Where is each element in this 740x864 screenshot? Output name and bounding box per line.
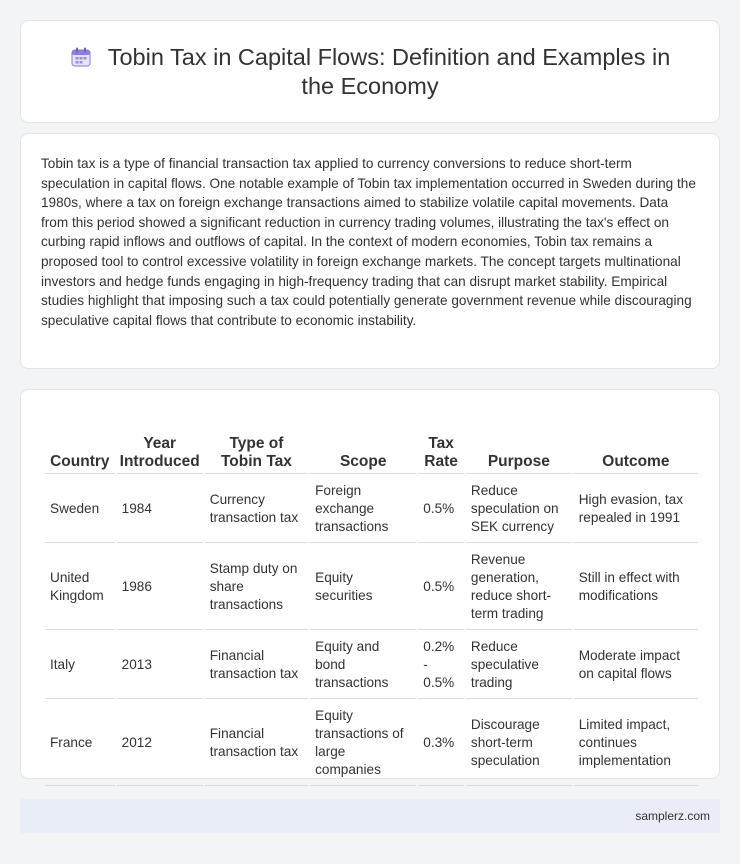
- page-title: [61, 43, 679, 101]
- cell-tax-rate: 0.5%: [418, 476, 464, 543]
- calendar-icon: [70, 46, 92, 68]
- cell-outcome: Limited impact, continues implementation: [574, 701, 698, 786]
- table-row: [45, 545, 698, 630]
- cell-outcome: High evasion, tax repealed in 1991: [574, 476, 698, 543]
- header-card: [20, 20, 720, 123]
- footer: [20, 799, 720, 833]
- table-card: [20, 389, 720, 779]
- cell-tax-rate: 0.5%: [418, 545, 464, 630]
- table-row: [45, 632, 698, 699]
- cell-country: Sweden: [45, 476, 115, 543]
- table-row: [45, 701, 698, 786]
- cell-year: 2012: [117, 701, 203, 786]
- cell-scope: Foreign exchange transactions: [310, 476, 416, 543]
- cell-outcome: Still in effect with modifications: [574, 545, 698, 630]
- cell-outcome: Moderate impact on capital flows: [574, 632, 698, 699]
- column-header-outcome: Outcome: [574, 414, 698, 474]
- cell-type: Financial transaction tax: [205, 701, 308, 786]
- intro-paragraph: Tobin tax is a type of financial transaction tax applied to currency conversions to reduce short-term speculation in capital flows. One notable example of Tobin tax implementation occurred in Sweden during the 1980s, where a tax on foreign exchange transactions aimed to stabilize volatile capital movements. Data from this period showed a significant reduction in currency trading volumes, illustrating the tax's effect on curbing rapid inflows and outflows of capital. In the context of modern economies, Tobin tax remains a proposed tool to control excessive volatility in foreign exchange markets. The concept targets multinational investors and hedge funds engaging in high-frequency trading that can disrupt market stability. Empirical studies highlight that imposing such a tax could potentially generate government revenue while discouraging speculative capital flows that contribute to economic instability.: [41, 156, 696, 328]
- cell-tax-rate: 0.3%: [418, 701, 464, 786]
- intro-card: [20, 133, 720, 369]
- cell-tax-rate: 0.2% - 0.5%: [418, 632, 464, 699]
- column-header-country: Country: [45, 414, 115, 474]
- column-header-type: Type of Tobin Tax: [205, 414, 308, 474]
- cell-purpose: Revenue generation, reduce short-term trading: [466, 545, 572, 630]
- cell-purpose: Reduce speculation on SEK currency: [466, 476, 572, 543]
- cell-year: 1986: [117, 545, 203, 630]
- column-header-scope: Scope: [310, 414, 416, 474]
- cell-purpose: Reduce speculative trading: [466, 632, 572, 699]
- cell-scope: Equity securities: [310, 545, 416, 630]
- column-header-tax-rate: Tax Rate: [418, 414, 464, 474]
- table-header-row: [45, 414, 698, 474]
- column-header-year: Year Introduced: [117, 414, 203, 474]
- table-row: [45, 476, 698, 543]
- cell-year: 2013: [117, 632, 203, 699]
- cell-country: Italy: [45, 632, 115, 699]
- cell-type: Currency transaction tax: [205, 476, 308, 543]
- column-header-purpose: Purpose: [466, 414, 572, 474]
- cell-type: Financial transaction tax: [205, 632, 308, 699]
- cell-type: Stamp duty on share transactions: [205, 545, 308, 630]
- cell-year: 1984: [117, 476, 203, 543]
- cell-scope: Equity transactions of large companies: [310, 701, 416, 786]
- cell-country: France: [45, 701, 115, 786]
- footer-site-link[interactable]: samplerz.com: [635, 809, 710, 823]
- cell-scope: Equity and bond transactions: [310, 632, 416, 699]
- tobin-tax-table: [43, 412, 700, 788]
- cell-purpose: Discourage short-term speculation: [466, 701, 572, 786]
- page-title-text: Tobin Tax in Capital Flows: Definition and Examples in the Economy: [107, 43, 671, 99]
- cell-country: United Kingdom: [45, 545, 115, 630]
